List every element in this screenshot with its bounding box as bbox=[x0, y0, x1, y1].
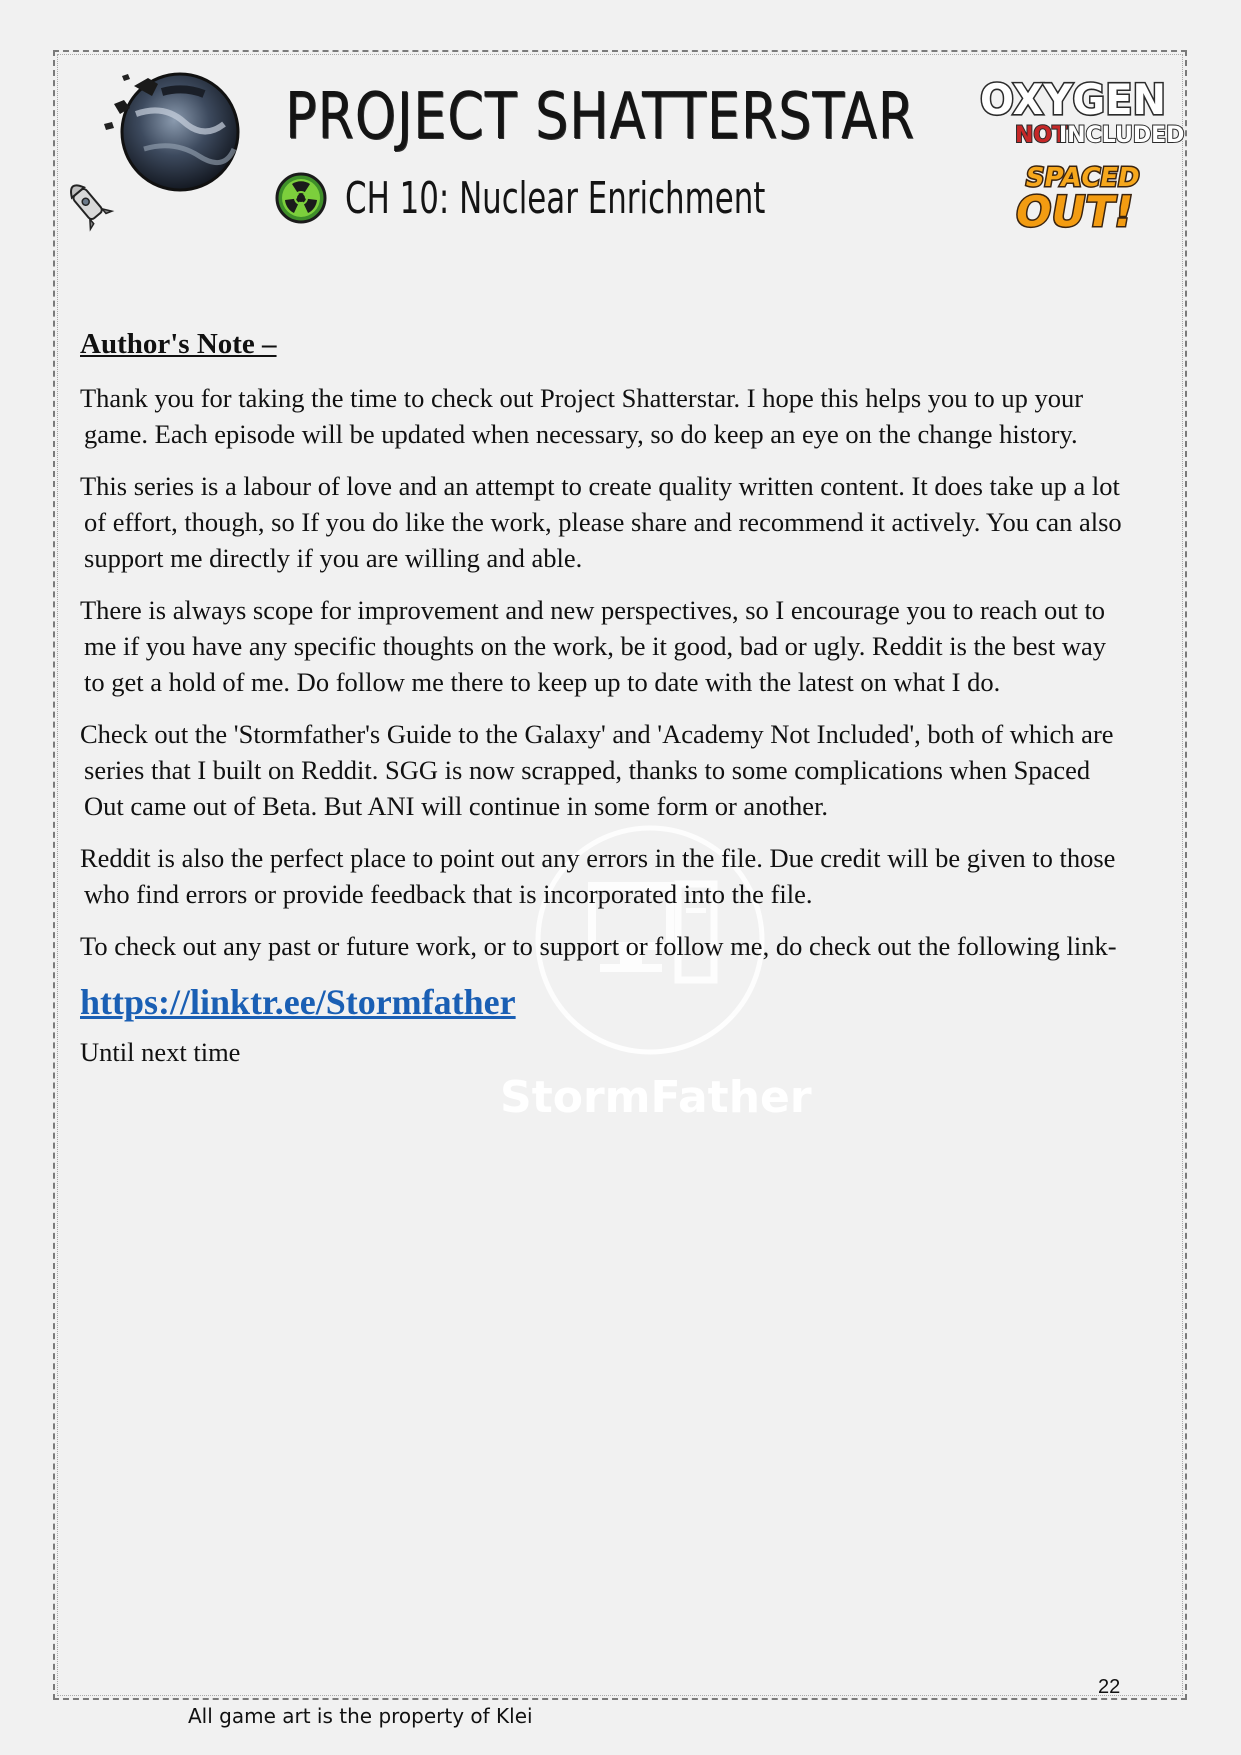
svg-text:INCLUDED: INCLUDED bbox=[1059, 123, 1185, 148]
paragraph: Reddit is also the perfect place to point out any errors in the file. Due credit will be given to those who find errors or provide feedback that is incorporated into the file. bbox=[80, 843, 1116, 909]
paragraph: Check out the 'Stormfather's Guide to the Galaxy' and 'Academy Not Included', both of which are series that I built on Reddit. SGG is now scrapped, thanks to some complications when Spaced Out came out of Beta. But ANI will continue in some form or another. bbox=[80, 719, 1114, 821]
chapter-row bbox=[275, 172, 884, 224]
paragraph: To check out any past or future work, or to support or follow me, do check out the following link- bbox=[80, 931, 1117, 961]
svg-text:OXYGEN: OXYGEN bbox=[980, 74, 1166, 125]
signoff-text: Until next time bbox=[80, 1037, 241, 1067]
linktree-link[interactable]: https://linktr.ee/Stormfather bbox=[80, 982, 516, 1022]
author-note-section bbox=[80, 320, 1130, 1070]
page-title: PROJECT SHATTERSTAR bbox=[285, 80, 916, 154]
paragraph: Thank you for taking the time to check out Project Shatterstar. I hope this helps you to up your game. Each episode will be updated when necessary, so do keep an eye on the change history. bbox=[80, 383, 1084, 449]
paragraph: This series is a labour of love and an attempt to create quality written content. It does take up a lot of effort, though, so If you do like the work, please share and recommend it actively. You can also support me directly if you are willing and able. bbox=[80, 471, 1122, 573]
planet-rocket-icon bbox=[74, 64, 254, 234]
section-heading: Author's Note – bbox=[80, 328, 277, 360]
svg-text:OUT!: OUT! bbox=[1011, 187, 1138, 236]
spaced-out-logo bbox=[1011, 158, 1144, 236]
page-number: 22 bbox=[1098, 1676, 1121, 1698]
oxygen-not-included-logo bbox=[980, 74, 1185, 148]
footer-credit: All game art is the property of Klei bbox=[188, 1704, 533, 1728]
chapter-title: CH 10: Nuclear Enrichment bbox=[345, 172, 766, 224]
paragraph: There is always scope for improvement and new perspectives, so I encourage you to reach out to me if you have any specific thoughts on the work, be it good, bad or ugly. Reddit is the best way to get a hold of me. Do follow me there to keep up to date with the latest on what I do. bbox=[80, 595, 1107, 697]
svg-text:NOT: NOT bbox=[1015, 123, 1068, 148]
svg-text:SPACED: SPACED bbox=[1022, 163, 1143, 193]
watermark-text: StormFather bbox=[500, 1072, 812, 1123]
radiation-icon bbox=[275, 172, 327, 224]
